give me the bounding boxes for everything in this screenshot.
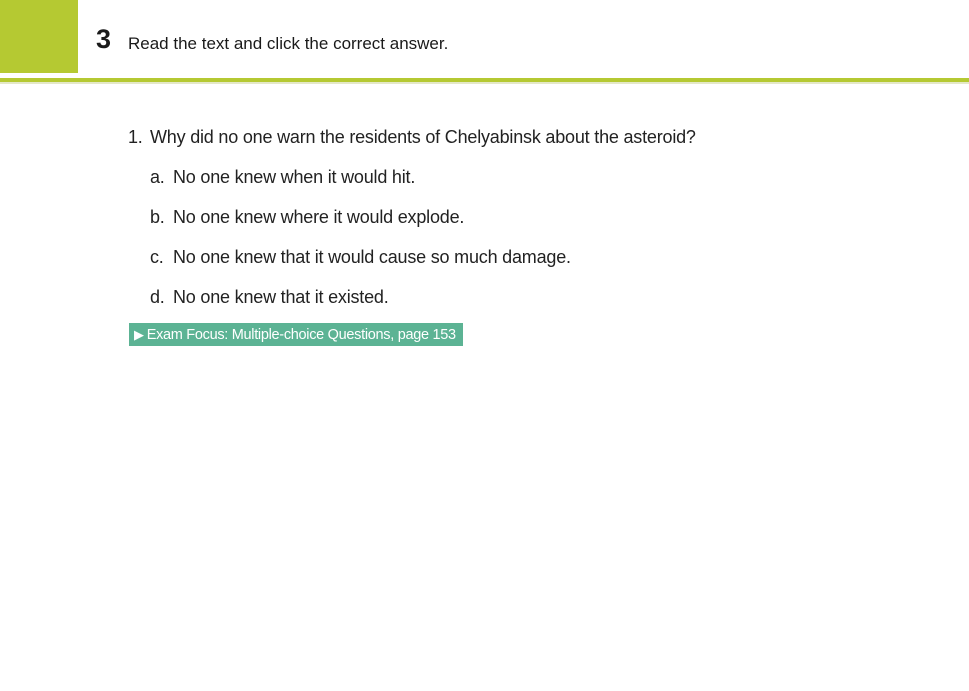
- answer-option-c[interactable]: [150, 246, 571, 268]
- question-1: [128, 126, 696, 148]
- option-text: No one knew that it would cause so much damage.: [173, 247, 571, 267]
- header-accent-block: [0, 0, 78, 73]
- play-arrow-icon: ▶: [134, 327, 144, 342]
- option-text: No one knew when it would hit.: [173, 167, 416, 187]
- question-number: 1.: [128, 127, 143, 147]
- question-text: Why did no one warn the residents of Chelyabinsk about the asteroid?: [150, 127, 696, 147]
- option-text: No one knew where it would explode.: [173, 207, 465, 227]
- answer-option-b[interactable]: [150, 206, 464, 228]
- task-instruction: Read the text and click the correct answer.: [128, 34, 449, 53]
- answer-option-a[interactable]: [150, 166, 415, 188]
- exam-focus-link[interactable]: [129, 323, 463, 346]
- option-letter: b.: [150, 207, 165, 227]
- answer-option-d[interactable]: [150, 286, 389, 308]
- exercise-header: [0, 0, 969, 80]
- header-divider-shadow: [0, 82, 969, 84]
- option-letter: d.: [150, 287, 165, 307]
- option-letter: a.: [150, 167, 165, 187]
- exam-focus-label: Exam Focus: Multiple-choice Questions, page 153: [146, 327, 456, 343]
- option-letter: c.: [150, 247, 164, 267]
- task-number: 3: [96, 24, 112, 54]
- option-text: No one knew that it existed.: [173, 287, 389, 307]
